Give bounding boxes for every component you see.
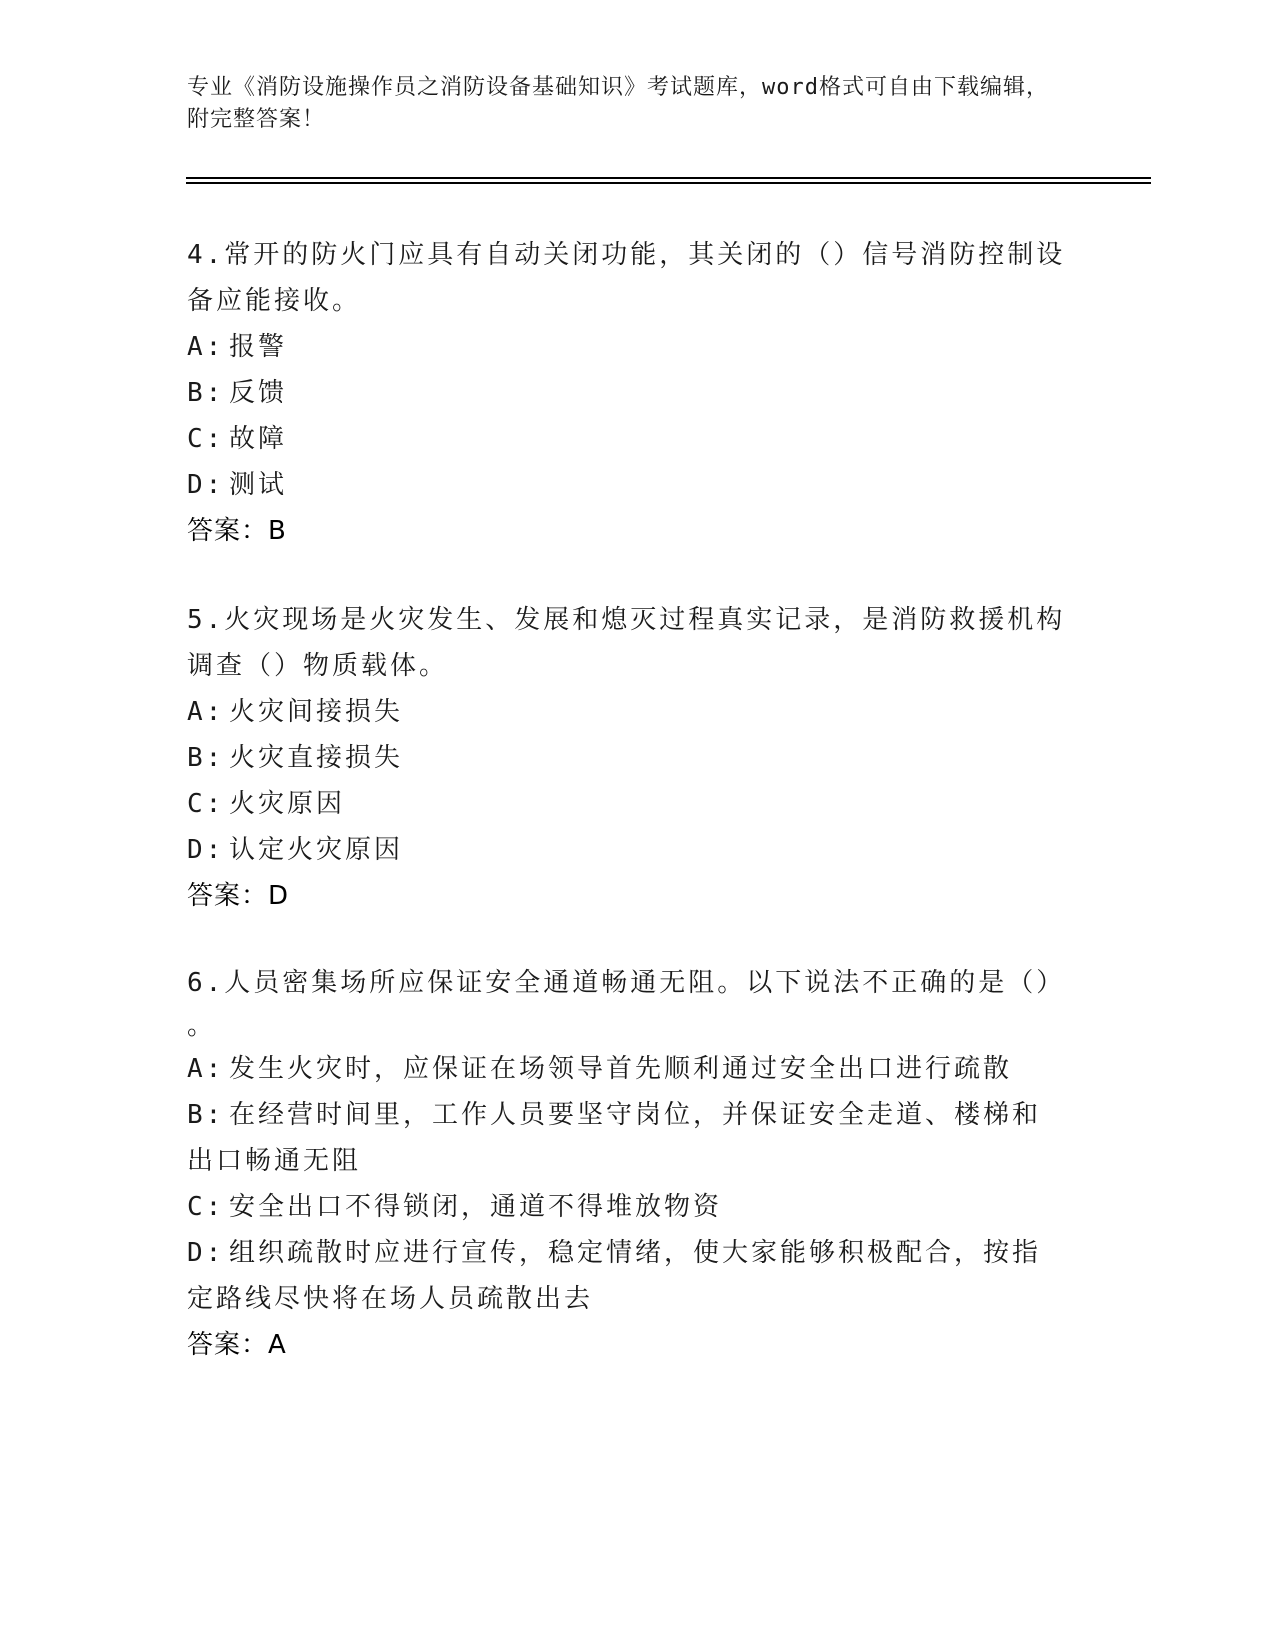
answer-value: B (268, 516, 287, 546)
option-text: 火灾间接损失 (229, 697, 404, 727)
option-a (187, 324, 1067, 370)
question-stem: 6.人员密集场所应保证安全通道畅通无阻。以下说法不正确的是（） (187, 968, 1066, 998)
option-letter: C: (187, 424, 225, 454)
answer-line (187, 873, 1067, 919)
option-text: 报警 (229, 332, 288, 362)
option-letter: B: (187, 743, 225, 773)
option-a (187, 689, 1067, 735)
document-header-note: 专业《消防设施操作员之消防设备基础知识》考试题库，word格式可自由下载编辑，附完整答案！ (187, 75, 1049, 132)
option-letter: A: (187, 697, 225, 727)
option-letter: B: (187, 1100, 225, 1130)
option-c (187, 416, 1067, 462)
question-4 (187, 232, 1067, 554)
option-text: 在经营时间里，工作人员要坚守岗位，并保证安全走道、楼梯和出口畅通无阻 (187, 1100, 1042, 1176)
answer-label: 答案： (187, 1330, 269, 1360)
answer-line (187, 1322, 1067, 1368)
option-letter: C: (187, 789, 225, 819)
answer-label: 答案： (187, 881, 269, 911)
option-b (187, 1092, 1067, 1184)
option-d (187, 827, 1067, 873)
option-a (187, 1046, 1067, 1092)
option-b (187, 735, 1067, 781)
option-d (187, 1230, 1067, 1322)
option-letter: D: (187, 1238, 225, 1268)
answer-label: 答案： (187, 516, 269, 546)
option-letter: A: (187, 332, 225, 362)
question-stem-tail: 。 (187, 1011, 214, 1041)
option-text: 认定火灾原因 (229, 835, 404, 865)
header-divider-top (186, 177, 1151, 179)
option-text: 发生火灾时，应保证在场领导首先顺利通过安全出口进行疏散 (229, 1054, 1013, 1084)
option-d (187, 462, 1067, 508)
answer-value: D (268, 881, 290, 911)
question-stem: 5.火灾现场是火灾发生、发展和熄灭过程真实记录，是消防救援机构调查（）物质载体。 (187, 605, 1066, 681)
option-letter: D: (187, 470, 225, 500)
question-6 (187, 960, 1067, 1368)
option-text: 测试 (229, 470, 288, 500)
question-5 (187, 597, 1067, 919)
option-b (187, 370, 1067, 416)
option-letter: D: (187, 835, 225, 865)
option-text: 反馈 (229, 378, 288, 408)
question-stem: 4.常开的防火门应具有自动关闭功能，其关闭的（）信号消防控制设备应能接收。 (187, 240, 1066, 316)
option-text: 火灾直接损失 (229, 743, 404, 773)
answer-line (187, 508, 1067, 554)
option-text: 安全出口不得锁闭，通道不得堆放物资 (229, 1192, 723, 1222)
option-c (187, 781, 1067, 827)
option-text: 火灾原因 (229, 789, 346, 819)
option-text: 组织疏散时应进行宣传，稳定情绪，使大家能够积极配合，按指定路线尽快将在场人员疏散出去 (187, 1238, 1042, 1314)
answer-value: A (268, 1330, 287, 1360)
option-letter: A: (187, 1054, 225, 1084)
option-letter: B: (187, 378, 225, 408)
option-c (187, 1184, 1067, 1230)
header-divider-bottom (186, 182, 1151, 184)
option-letter: C: (187, 1192, 225, 1222)
option-text: 故障 (229, 424, 288, 454)
